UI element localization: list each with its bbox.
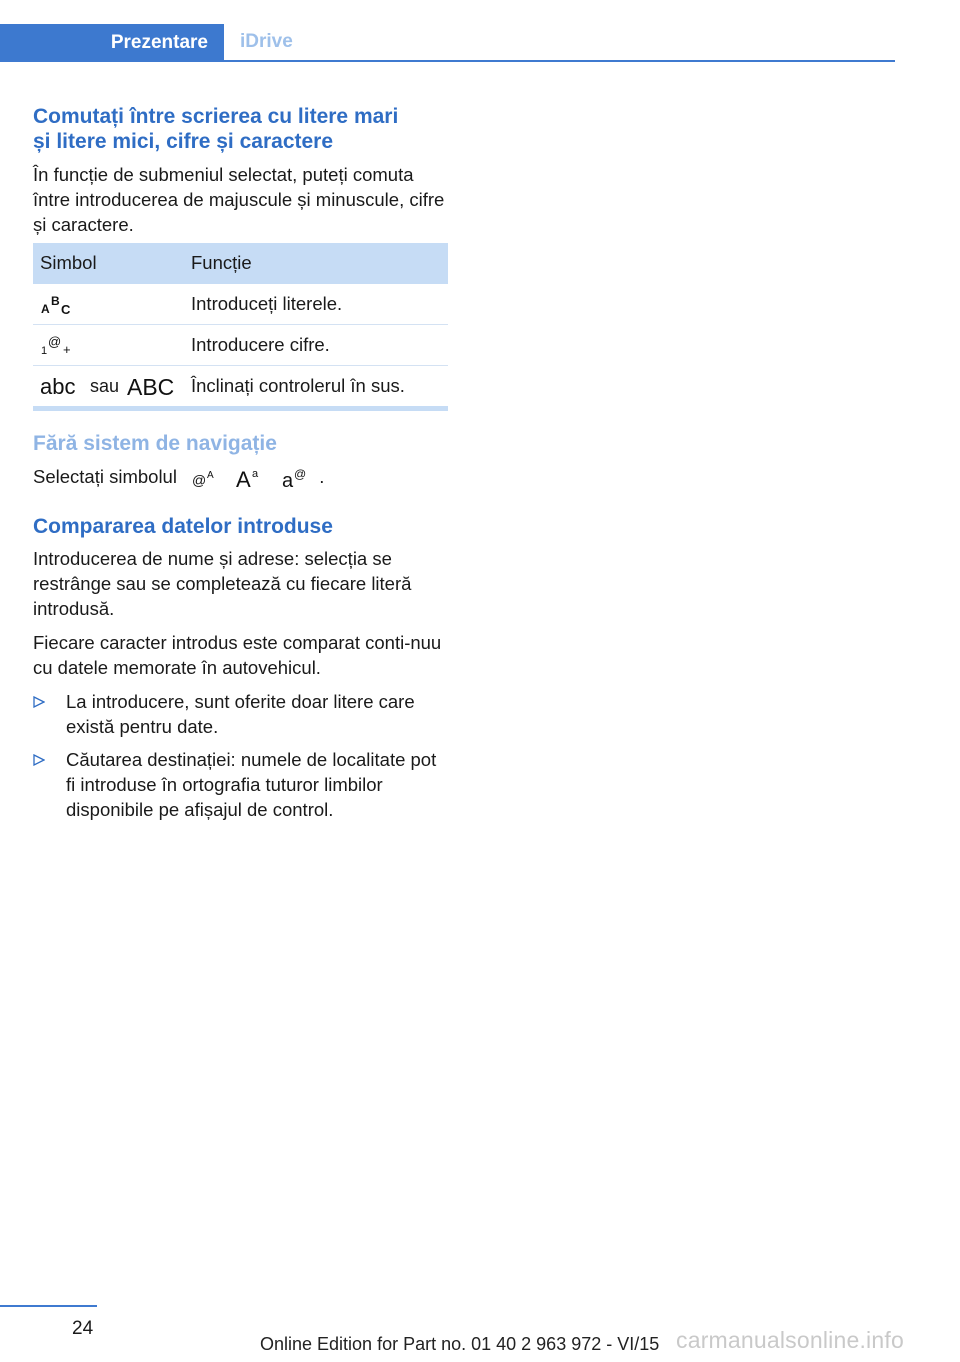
header-bar [0, 24, 895, 62]
bullet-list [33, 689, 448, 822]
svg-text:ABC: ABC [127, 374, 175, 398]
svg-text:a: a [282, 470, 294, 491]
lowercase-abc-icon [40, 374, 82, 398]
svg-text:A: A [207, 470, 214, 482]
triangle-bullet-icon [33, 754, 45, 766]
svg-text:1: 1 [41, 345, 48, 357]
svg-text:A: A [236, 467, 251, 491]
footer-rule [0, 1305, 97, 1307]
section-case-switch [33, 104, 448, 237]
triangle-bullet-icon [33, 696, 45, 708]
table-cell-function: Introduceți literele. [191, 293, 343, 314]
table-row [33, 366, 448, 407]
svg-text:@: @ [192, 472, 207, 489]
table-row [33, 325, 448, 366]
table-header-function: Funcție [191, 252, 252, 273]
section-body: Selectați simbolul @ A A a a @ . [33, 466, 325, 491]
table-row [33, 284, 448, 325]
watermark-text: carmanualsonline.info [676, 1327, 904, 1353]
section-title: Fără sistem de navigație [33, 432, 277, 455]
svg-text:a: a [252, 468, 259, 481]
edition-text: Online Edition for Part no. 01 40 2 963 972 - VI/15 [260, 1334, 660, 1354]
section-title: Compararea datelor introduse [33, 515, 333, 538]
header-rule [0, 60, 895, 62]
page-number: 24 [72, 1318, 94, 1339]
symbol-table [33, 243, 448, 411]
table-header-row [33, 243, 448, 284]
section-title: Comutați între scrierea cu litere mari și litere mici, cifre și caractere [33, 105, 399, 153]
section-compare-input [33, 514, 448, 830]
svg-text:B: B [51, 294, 60, 308]
upper-lower-a-icon [236, 466, 264, 490]
svg-text:@: @ [48, 334, 62, 349]
section-no-navigation [33, 431, 448, 490]
svg-text:A: A [41, 302, 50, 316]
svg-text:@: @ [294, 467, 307, 482]
paragraph: Fiecare caracter introdus este comparat conti‐nuu cu datele memorate în autovehicul. [33, 632, 442, 678]
paragraph: Introducerea de nume și adrese: selecția se restrânge sau se completează cu fiecare literă introdusă. [33, 548, 412, 619]
svg-text:+: + [63, 342, 71, 357]
tab-idrive[interactable]: iDrive [240, 31, 293, 52]
at-a-icon [192, 467, 218, 489]
table-cell-function: Introducere cifre. [191, 334, 330, 355]
a-at-icon [282, 466, 308, 490]
list-item: Căutarea destinației: numele de localitate pot fi introduse în ortografia tuturor limbilor disponibile pe afișajul de control. [33, 747, 448, 822]
table-separator-text: sau [90, 375, 120, 396]
abc-uppercase-icon [40, 292, 74, 316]
tab-prezentare[interactable]: Prezentare [0, 24, 224, 62]
digits-symbols-icon [40, 333, 74, 357]
table-header-symbol: Simbol [40, 252, 97, 273]
uppercase-abc-icon [127, 374, 177, 398]
table-cell-function: Înclinați controlerul în sus. [191, 375, 405, 396]
table-end-bar [33, 406, 448, 411]
svg-text:C: C [61, 302, 71, 316]
list-item: La introducere, sunt oferite doar litere care există pentru date. [33, 689, 448, 739]
svg-text:abc: abc [40, 374, 76, 398]
section-body: În funcție de submeniul selectat, puteți comuta între introducerea de majuscule și minuscule, cifre și caractere. [33, 164, 445, 235]
